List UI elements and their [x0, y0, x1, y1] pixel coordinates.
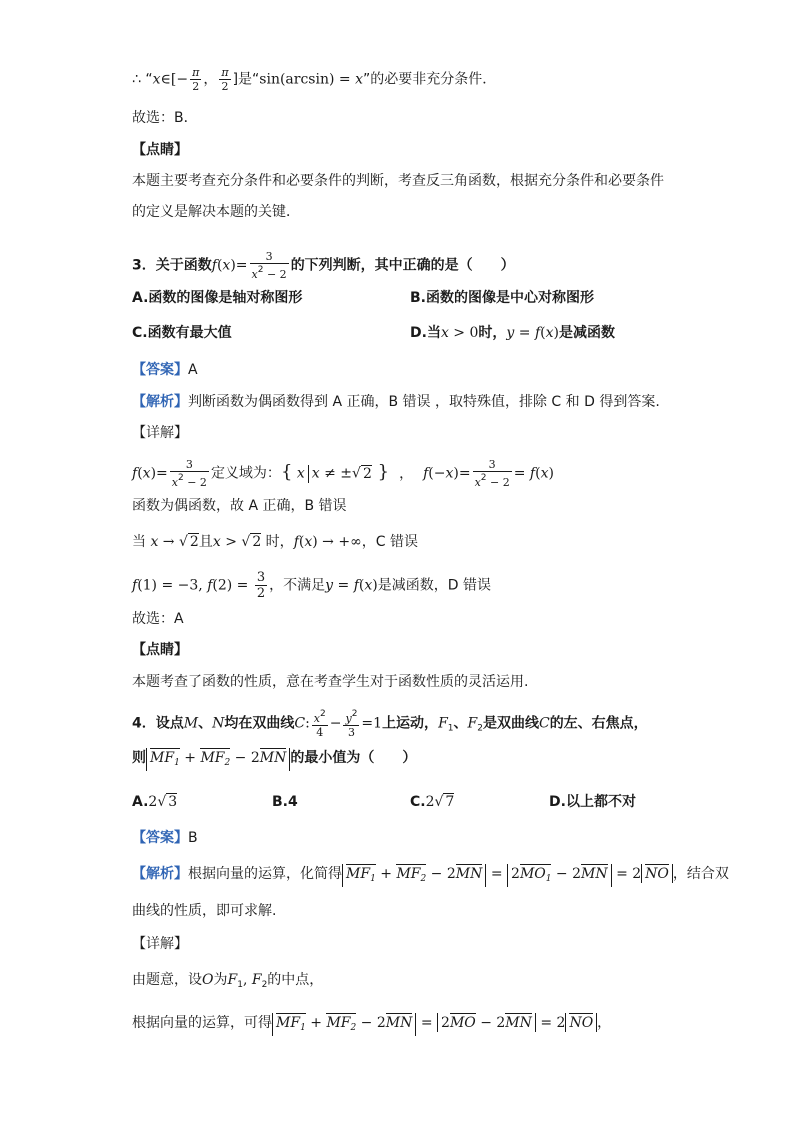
detail-4-line-2: 根据向量的运算，可得 $MF_1 + MF_2 - 2MN = 2MO - 2MN = 2$ NO ，: [132, 1013, 611, 1036]
analysis-3: 【解析】判断函数为偶函数得到 A 正确，B 错误 ，取特殊值，排除 C 和 D 得到答案.: [132, 394, 660, 410]
detail-3-line-3: 当 x → √ 2且x > √ 2 时，f(x) → +∞，C 错误: [132, 534, 418, 550]
paragraph-3: 本题考查了函数的性质，意在考查学生对于函数性质的灵活运用.: [132, 674, 529, 690]
choice-line-b: 故选：B．: [132, 110, 198, 126]
q3-option-c: C.函数有最大值: [132, 325, 232, 341]
question-3: 3．关于函数f(x)= $\frac{3}{x^2 - 2}$ 的下列判断，其中正确的是（ ）: [132, 250, 515, 281]
paragraph-1b: 的定义是解决本题的关键．: [132, 204, 300, 220]
detail-3-line-2: 函数为偶函数，故 A 正确，B 错误: [132, 498, 347, 514]
q3-option-d: D.当x > 0时，y = f(x)是减函数: [410, 325, 615, 341]
question-4b: 则 $MF_1 + MF_2 - 2MN$ 的最小值为（ ）: [132, 748, 416, 771]
answer-3: 【答案】A: [132, 362, 198, 378]
question-4: 4．设点M、N均在双曲线C: $\frac{x^2}{4}$ − $\frac{y^2}{3}$ =1上运动，$F_1$、$F_2$是双曲线C的左、右焦点，: [132, 709, 648, 739]
q3-option-b: B.函数的图像是中心对称图形: [410, 290, 594, 306]
detail-4-line-1: 由题意，设O为$F_1$, $F_2$的中点，: [132, 972, 324, 990]
q4-option-a: A.2√ 3: [132, 794, 178, 810]
detail-3-line-4: f(1) = −3, f(2) = $\frac{3}{2}$ ，不满足y = f(x)是减函数，D 错误: [132, 570, 491, 601]
q4-option-d: D.以上都不对: [549, 794, 636, 810]
q4-option-b: B.4: [272, 794, 298, 810]
heading-dianjing-3: 【点睛】: [132, 642, 188, 658]
analysis-4: 【解析】根据向量的运算，化简得 $MF_1 + MF_2 - 2MN = 2MO_1 - 2MN = 2$ NO ，结合双: [132, 864, 729, 887]
answer-4: 【答案】B: [132, 830, 198, 846]
paragraph-1a: 本题主要考查充分条件和必要条件的判断，考查反三角函数，根据充分条件和必要条件: [132, 173, 664, 189]
analysis-4b: 曲线的性质，即可求解.: [132, 903, 277, 919]
heading-xiangjie-3: 【详解】: [132, 425, 188, 441]
q3-option-a: A.函数的图像是轴对称图形: [132, 290, 303, 306]
detail-3-line-5: 故选：A: [132, 611, 184, 627]
heading-dianjing-1: 【点睛】: [132, 142, 188, 158]
line-conclusion: ∴ “x∈[− $\frac{\pi}{2}$ ， $\frac{\pi}{2}$ ]是“sin(arcsin) = x”的必要非充分条件．: [132, 66, 497, 93]
q4-option-c: C.2√ 7: [410, 794, 455, 810]
heading-xiangjie-4: 【详解】: [132, 936, 188, 952]
detail-3-line-1: f(x)= $\frac{3}{x^2 - 2}$ 定义域为：{ x x ≠ ±√ 2 } ， f(−x)= $\frac{3}{x^2 - 2}$ = f(x): [132, 458, 554, 489]
